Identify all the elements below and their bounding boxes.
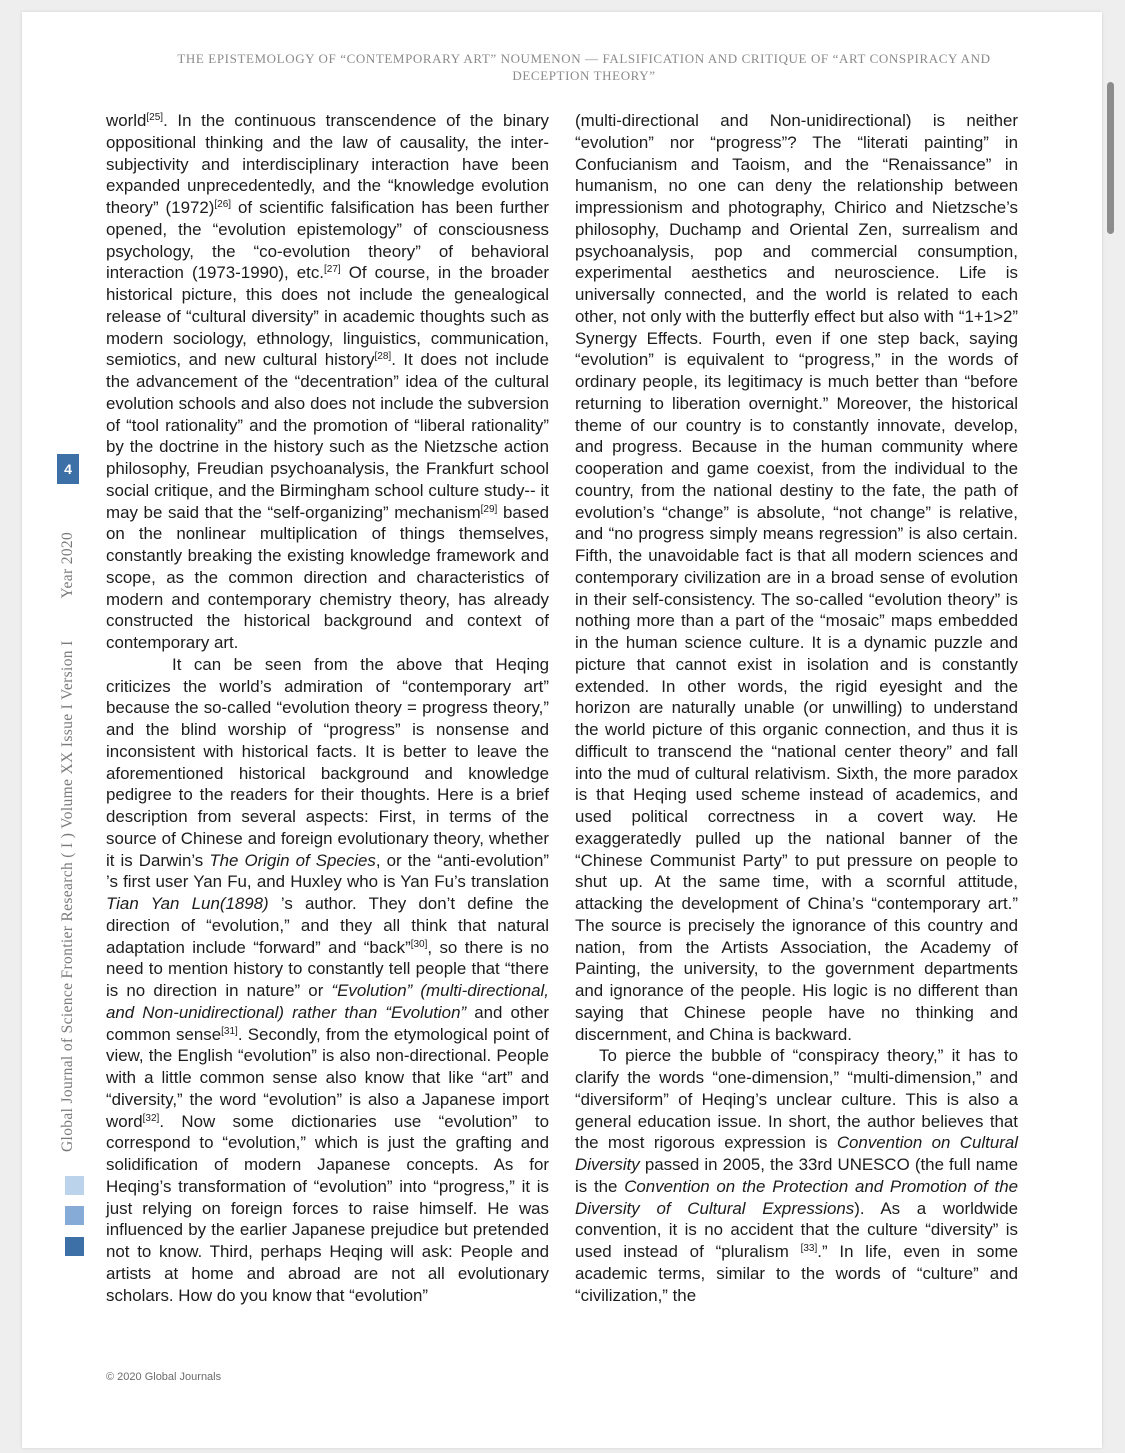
sidebar-year-text: Year 2020 <box>59 531 76 599</box>
footer-copyright: © 2020 Global Journals <box>106 1371 222 1383</box>
citation-ref: [28] <box>374 351 392 363</box>
scrollbar-thumb[interactable] <box>1107 82 1114 234</box>
decorative-square-dark <box>65 1237 84 1256</box>
text-run: . It does not include the advancement of the “decentration” idea of the cultural evolution schools and also does not include the subversion of “tool rationality” and the promotion of “liberal rationality” by the doctrine in the history such as the Nietzsche action philosophy, Freudian psychoanalysis, the Frankfurt school social critique, and the Birmingham school culture study-- it may be said that the “self-organizing” mechanism <box>106 350 549 522</box>
left-column <box>106 110 549 1306</box>
text-run: Of course, in the broader historical picture, this does not include the genealogical release of “cultural diversity” in academic thoughts such as modern sociology, ethnology, linguistics, communication, semiotics, and new cultural history <box>106 263 549 370</box>
decorative-square-light <box>65 1176 84 1195</box>
italic-text: “Evolution” (multi-directional, and Non-unidirectional) rather than “Evolution” <box>106 981 549 1022</box>
text-run: of scientific falsification has been further opened, the “evolution epistemology” of consciousness psychology, the “co-evolution theory” of behavioral interaction (1973-1990), etc. <box>106 198 549 283</box>
text-run: passed in 2005, the 33rd UNESCO (the full name is the <box>575 1155 1018 1196</box>
text-run: world <box>106 111 147 130</box>
text-run: based on the nonlinear multiplication of things themselves, constantly breaking the existing knowledge framework and scope, as the common direction and characteristics of modern and contemporary chemistry theory, has already constructed the historical background and context of contemporary art. <box>106 502 549 652</box>
citation-ref: [26] <box>214 199 232 210</box>
text-run: It can be seen from the above that Heqing criticizes the world’s admiration of “contemporary art” because the so-called “evolution theory = progress theory,” and the blind worship of “progress” is nonsense and inconsistent with historical facts. It is better to leave the aforementioned historical background and knowledge pedigree to the readers for their thoughts. Here is a brief description from several aspects: First, in terms of the source of Chinese and foreign evolutionary theory, whether it is Darwin’s <box>106 654 549 870</box>
italic-text: Tian Yan Lun(1898) <box>106 894 269 913</box>
running-header <box>122 50 1046 84</box>
text-run: To pierce the bubble of “conspiracy theory,” it has to clarify the words “one-dimension,” “multi-dimension,” and “diversiform” of Heqing’s unclear culture. This is also a general education issue. In short, the author believes that the most rigorous expression is <box>575 1046 1018 1153</box>
text-run: . In the continuous transcendence of the binary oppositional thinking and the law of causality, the inter-subjectivity and interdisciplinary interaction have been expanded unprecedentedly, and the “knowledge evolution theory” (1972) <box>106 111 549 217</box>
citation-ref: [27] <box>323 264 341 276</box>
text-run: , or the “anti-evolution” ’s first user Yan Fu, and Huxley who is Yan Fu’s translation <box>106 850 549 892</box>
citation-ref: [33] <box>800 1243 818 1254</box>
citation-ref: [25] <box>146 112 164 123</box>
text-run: (multi-directional and Non-unidirectional) is neither “evolution” nor “progress”? The “literati painting” in Confucianism and Taoism, and the “Renaissance” in humanism, no one can deny the relationship between impressionism and photography, Chirico and Nietzsche’s philosophy, Duchamp and Oriental Zen, surrealism and psychoanalysis, pop and commercial consumption, experimental aesthetics and neuroscience. Life is universally connected, and the world is related to each other, not only with the butterfly effect but also with “1+1>2” Synergy Effects. Fourth, even if one step back, saying “evolution” is equivalent to “progress,” in the words of ordinary people, its legitimacy is much better than “before returning to liberation overnight.” Moreover, the historical theme of our country is to constantly innovate, develop, and progress. Because in the human community where cooperation and game coexist, from the individual to the country, from the national destiny to the fate, the path of evolution’s “change” is absolute, “not change” is relative, and “no progress simply means regression” is also certain. Fifth, the unavoidable fact is that all modern sciences and contemporary civilization are in a broad sense of evolution in their self-consistency. The so-called “evolution theory” is nothing more than a part of the “mosaic” maps embedded in the human science culture. It is a dynamic puzzle and picture that cannot exist in isolation and is constantly extended. In other words, the rigid eyesight and the horizon are naturally unable (or unwilling) to understand the world picture of this organic connection, and thus it is difficult to transcend the “national center theory” and fall into the mud of cultural relativism. Sixth, the more paradox is that Heqing used scheme instead of academics, and used political correctness in a covert way. He exaggeratedly pulled up the national banner of the “Chinese Communist Party” to put pressure on people to shut up. At the same time, with a scornful attitude, attacking the development of China’s “contemporary art.” The source is precisely the ignorance of this country and nation, from the Artists Association, the Academy of Painting, the university, to the government departments and ignorance of the people. His logic is no different than saying that Chinese people have no thinking and discernment, and China is backward. <box>575 111 1018 1044</box>
left-paragraph-1 <box>106 110 549 654</box>
italic-text: Convention on Cultural Diversity <box>575 1133 1019 1174</box>
text-run: ’s author. They don’t define the direction of “evolution,” and they all think that natural adaptation include “forward” and “back” <box>106 894 549 957</box>
text-run: . Now some dictionaries use “evolution” to correspond to “evolution,” which is just the grafting and solidification of modern Japanese concepts. As for Heqing’s transformation of “evolution” into “progress,” it is just relying on foreign forces to raise himself. He was influenced by the earlier Japanese prejudice but pretended not to know. Third, perhaps Heqing will ask: People and artists at home and abroad are not all evolutionary scholars. How do you know that “evolution” <box>106 1111 549 1305</box>
page-number-badge: 4 <box>57 454 79 484</box>
right-paragraph-2 <box>575 1045 1018 1306</box>
sidebar-journal-text: Global Journal of Science Frontier Research ( I ) Volume XX Issue I Version I <box>59 640 76 1152</box>
text-run: ). As a worldwide convention, it is no accident that the culture “diversity” is used instead of “pluralism <box>575 1198 1018 1261</box>
italic-text: The Origin of Species <box>209 850 376 870</box>
text-run: .” In life, even in some academic terms, similar to the words of “culture” and “civilization,” the <box>575 1242 1019 1305</box>
right-column <box>575 110 1018 1306</box>
running-header-line1: THE EPISTEMOLOGY OF “CONTEMPORARY ART” NOUMENON — FALSIFICATION AND CRITIQUE OF “ART CONSPIRACY AND <box>177 51 991 66</box>
text-run: and other common sense <box>106 1002 549 1044</box>
text-run: . Secondly, from the etymological point of view, the English “evolution” is also non-directional. People with a little common sense also know that like “art” and “diversity,” the word “evolution” is also a Japanese import word <box>106 1024 549 1131</box>
italic-text: Convention on the Protection and Promotion of the Diversity of Cultural Expressions <box>575 1176 1018 1218</box>
citation-ref: [32] <box>142 1112 160 1124</box>
citation-ref: [29] <box>480 503 498 515</box>
running-header-line2: DECEPTION THEORY” <box>512 68 656 83</box>
citation-ref: [31] <box>221 1025 238 1037</box>
right-paragraph-1 <box>575 110 1018 1045</box>
left-paragraph-2 <box>106 654 549 1307</box>
decorative-square-mid <box>65 1206 84 1225</box>
citation-ref: [30] <box>410 938 428 950</box>
text-run: , so there is no need to mention history to constantly tell people that “there is no direction in nature” or <box>106 937 549 1000</box>
